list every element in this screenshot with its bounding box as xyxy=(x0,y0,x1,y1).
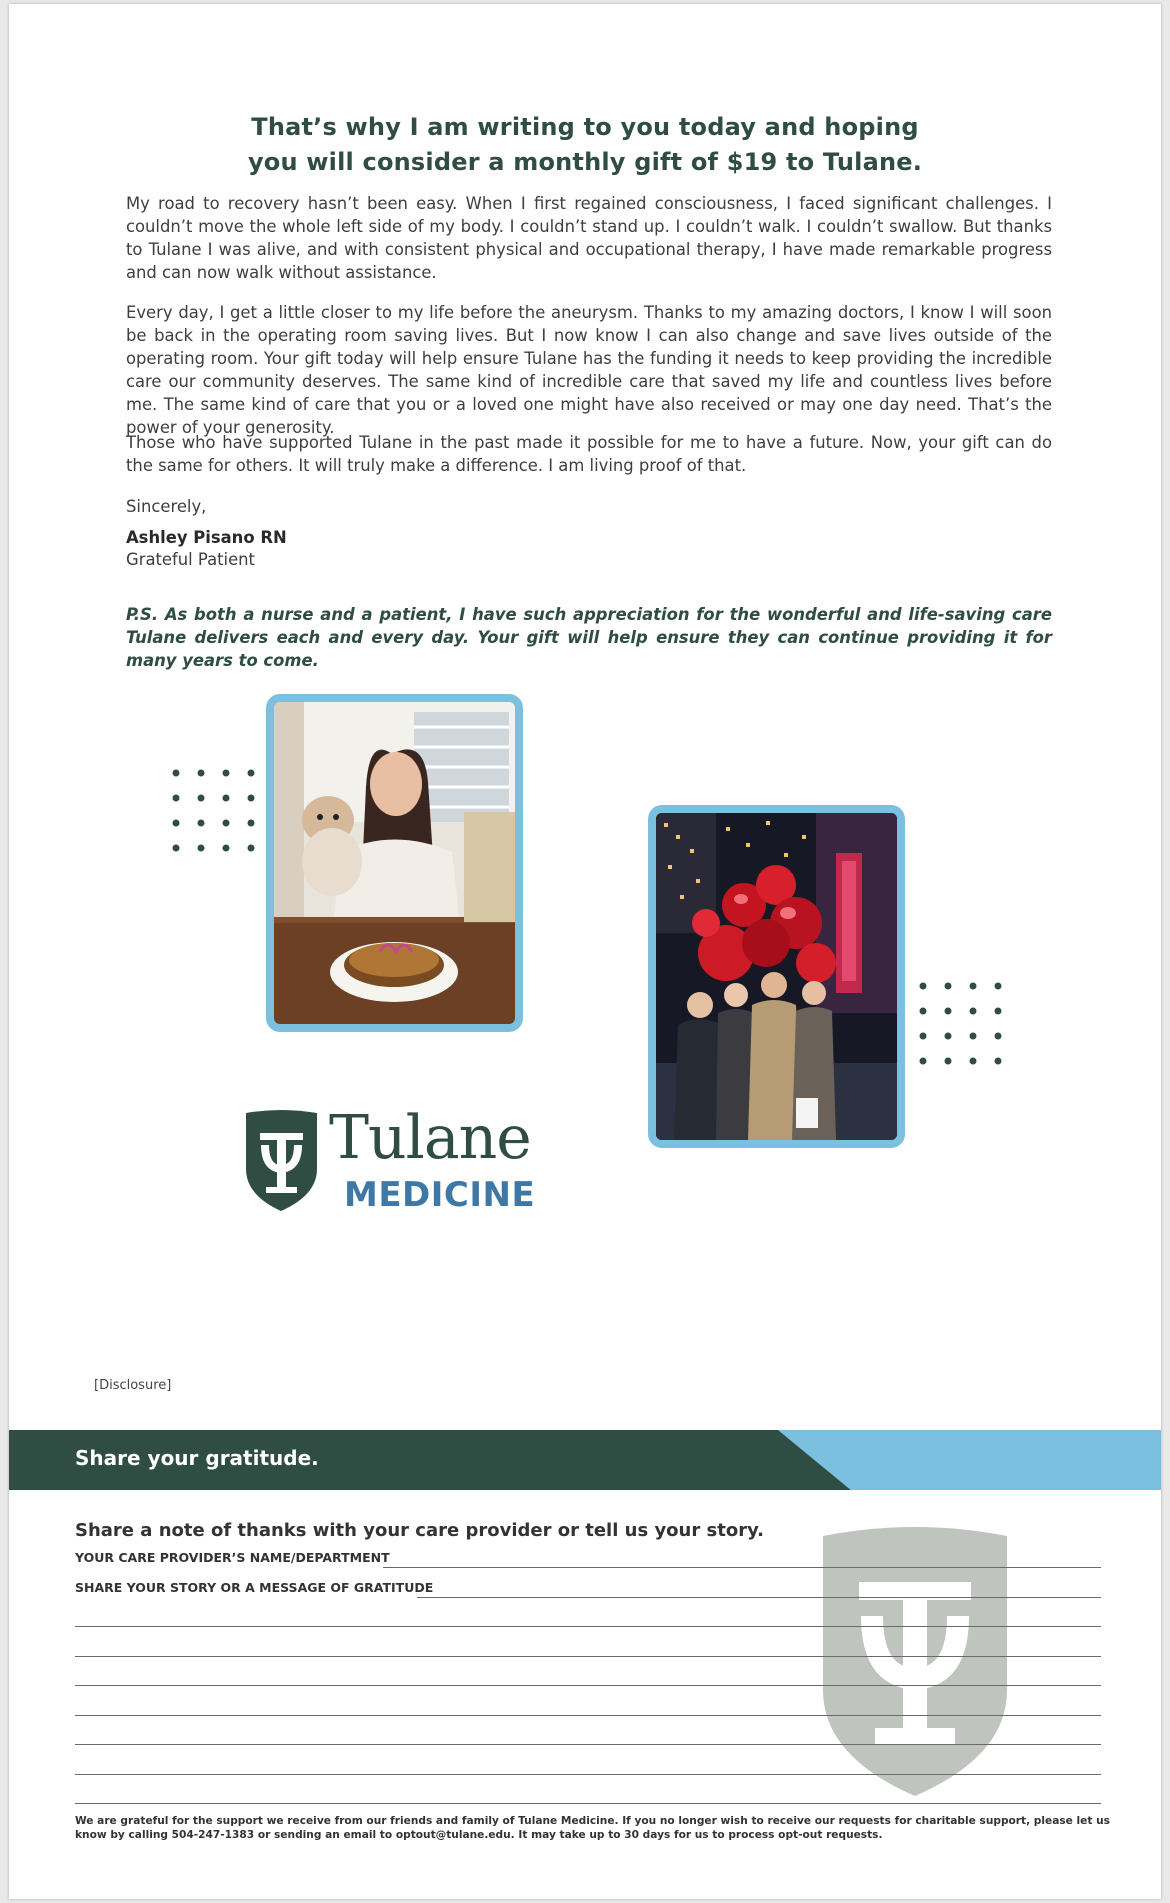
shield-logo-icon xyxy=(244,1109,319,1211)
story-field-line-2[interactable] xyxy=(75,1605,1101,1627)
logo-subtitle: MEDICINE xyxy=(344,1175,536,1215)
patient-birthday-photo xyxy=(266,694,523,1032)
letter-closing: Sincerely, xyxy=(126,497,207,516)
form-title: Share a note of thanks with your care provider or tell us your story. xyxy=(75,1520,764,1541)
letter-paragraph-2: Every day, I get a little closer to my life before the aneurysm. Thanks to my amazing doctors, I know I will soon be back in the operating room saving lives. But I now know I can also change and save lives outside of the operating room. Your gift today will help ensure Tulane has the funding it needs to keep providing the incredible care our community deserves. The same kind of incredible care that saved my life and countless lives before me. The same kind of care that you or a loved one might have also received or may one day need. That’s the power of your generosity. xyxy=(126,303,1052,437)
banner-title: Share your gratitude. xyxy=(75,1446,319,1470)
headline xyxy=(9,110,1161,180)
opt-out-notice: We are grateful for the support we receive from our friends and family of Tulane Medicine. If you no longer wish to receive our requests for charitable support, please let us know by calling 504-247-1383 or sending an email to optout@tulane.edu. It may take up to 30 days for us to process opt-out requests. xyxy=(75,1815,1110,1841)
provider-name-field[interactable] xyxy=(383,1546,1101,1568)
headline-line-2: you will consider a monthly gift of $19 to Tulane. xyxy=(247,148,923,176)
postscript: P.S. As both a nurse and a patient, I have such appreciation for the wonderful and life-saving care Tulane delivers each and every day. Your gift will help ensure they can continue providing it for many years to come. xyxy=(126,605,1052,670)
letter-paragraph-1: My road to recovery hasn’t been easy. When I first regained consciousness, I faced significant challenges. I couldn’t move the whole left side of my body. I couldn’t stand up. I couldn’t walk. I couldn’t swallow. But thanks to Tulane I was alive, and with consistent physical and occupational therapy, I have made remarkable progress and can now walk without assistance. xyxy=(126,194,1052,282)
story-field-line-4[interactable] xyxy=(75,1664,1101,1686)
headline-line-1: That’s why I am writing to you today and hoping xyxy=(251,113,919,141)
logo-wordmark: Tulane xyxy=(329,1103,531,1173)
story-field-line-7[interactable] xyxy=(75,1753,1101,1775)
signer-name: Ashley Pisano RN xyxy=(126,528,287,547)
tulane-medicine-logo xyxy=(244,1103,564,1219)
story-field-line-5[interactable] xyxy=(75,1694,1101,1716)
signer-role: Grateful Patient xyxy=(126,550,255,569)
share-gratitude-banner xyxy=(9,1430,1161,1490)
disclosure-placeholder: [Disclosure] xyxy=(94,1378,172,1393)
letter-paragraph-3: Those who have supported Tulane in the past made it possible for me to have a future. Now, your gift can do the same for others. It will truly make a difference. I am living proof of that. xyxy=(126,433,1052,475)
story-field-line-1[interactable] xyxy=(417,1576,1101,1598)
letter-page xyxy=(9,4,1161,1899)
story-field-line-6[interactable] xyxy=(75,1723,1101,1745)
family-holiday-photo xyxy=(648,805,905,1148)
provider-name-label: YOUR CARE PROVIDER’S NAME/DEPARTMENT xyxy=(75,1550,390,1565)
story-field-line-8[interactable] xyxy=(75,1782,1101,1804)
dot-grid-decoration xyxy=(171,768,261,858)
dot-grid-decoration xyxy=(918,981,1008,1071)
story-label: SHARE YOUR STORY OR A MESSAGE OF GRATITUDE xyxy=(75,1580,434,1595)
story-field-line-3[interactable] xyxy=(75,1635,1101,1657)
